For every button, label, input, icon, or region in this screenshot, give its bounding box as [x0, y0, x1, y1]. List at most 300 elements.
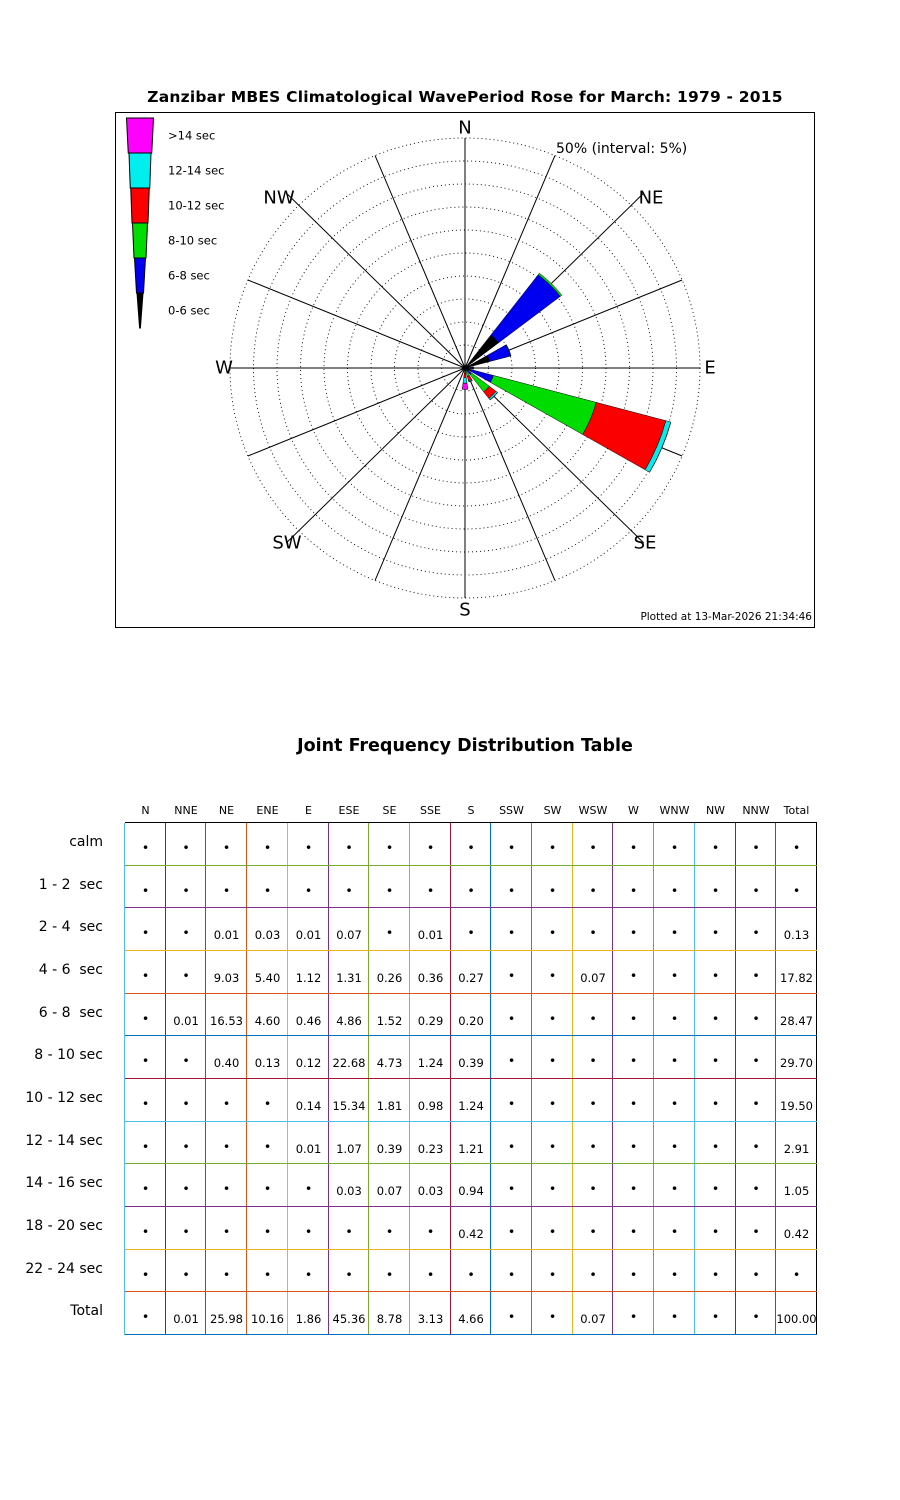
table-cell: 0.94: [458, 1184, 484, 1198]
table-cell: 4.73: [376, 1056, 403, 1070]
table-cell: •: [548, 968, 557, 983]
polar-spoke: [375, 368, 465, 580]
table-cell: 2.91: [783, 1142, 810, 1156]
table-cell: •: [385, 1267, 394, 1282]
table-cell: 0.03: [417, 1184, 444, 1198]
table-cell: 0.01: [295, 1142, 322, 1156]
table-cell: •: [711, 883, 720, 898]
legend-swatch-4: [135, 258, 146, 293]
table-cell: •: [426, 883, 435, 898]
table-cell: 0.40: [213, 1056, 240, 1070]
col-header-ssw: SSW: [499, 804, 524, 817]
table-cell: 16.53: [210, 1014, 243, 1028]
table-cell: •: [548, 1096, 557, 1111]
table-cell: •: [507, 1053, 516, 1068]
table-cell: 0.07: [580, 971, 606, 985]
legend-label-5: 0-6 sec: [168, 303, 210, 318]
table-cell: •: [141, 883, 150, 898]
table-cell: 25.98: [210, 1312, 243, 1326]
table-cell: 0.07: [336, 928, 362, 942]
table-cell: •: [711, 1053, 720, 1068]
polar-spoke: [248, 280, 465, 368]
table-cell: •: [629, 1224, 638, 1239]
table-cell: 0.42: [458, 1227, 484, 1241]
table-cell: •: [507, 1096, 516, 1111]
table-cell: •: [711, 1011, 720, 1026]
grid-line-h: [125, 1121, 817, 1122]
table-cell: •: [426, 1267, 435, 1282]
table-cell: •: [629, 1053, 638, 1068]
table-cell: 1.24: [417, 1056, 444, 1070]
table-cell: •: [548, 840, 557, 855]
table-cell: •: [711, 1224, 720, 1239]
table-cell: •: [548, 883, 557, 898]
col-header-nnw: NNW: [742, 804, 770, 817]
table-cell: •: [548, 1309, 557, 1324]
table-cell: 0.01: [173, 1312, 199, 1326]
table-cell: 0.03: [336, 1184, 362, 1198]
table-cell: •: [548, 1224, 557, 1239]
table-cell: •: [752, 1267, 760, 1282]
table-cell: •: [507, 1011, 516, 1026]
table-cell: •: [670, 1181, 679, 1196]
table-cell: 28.47: [780, 1014, 813, 1028]
table-cell: •: [507, 1267, 516, 1282]
table-cell: •: [345, 1224, 353, 1239]
table-cell: •: [141, 1224, 150, 1239]
grid-line-v: [205, 823, 206, 1335]
table-cell: 0.01: [173, 1014, 199, 1028]
row-label-12---14-sec: 12 - 14 sec: [25, 1133, 103, 1149]
table-cell: 1.12: [295, 971, 322, 985]
table-cell: 0.42: [783, 1227, 810, 1241]
table-cell: •: [752, 968, 760, 983]
table-cell: •: [141, 1309, 150, 1324]
table-cell: •: [589, 1096, 597, 1111]
row-label-6---8-sec: 6 - 8 sec: [38, 1005, 103, 1021]
table-cell: 8.78: [376, 1312, 403, 1326]
rose-title: Zanzibar MBES Climatological WavePeriod Rose for March: 1979 - 2015: [147, 88, 783, 106]
table-cell: •: [385, 1224, 394, 1239]
grid-line-h: [125, 1163, 817, 1164]
table-cell: •: [426, 1224, 435, 1239]
polar-spoke: [465, 156, 555, 368]
legend-swatch-0: [127, 118, 154, 153]
row-label-18---20-sec: 18 - 20 sec: [25, 1218, 103, 1234]
compass-label-ne: NE: [638, 187, 664, 209]
table-cell: 1.24: [458, 1099, 484, 1113]
legend-swatch-2: [131, 188, 150, 223]
compass-label-w: W: [215, 357, 233, 379]
table-cell: 1.05: [783, 1184, 810, 1198]
compass-label-nw: NW: [263, 187, 295, 209]
table-cell: 0.39: [458, 1056, 484, 1070]
rose-wedge-ese: [490, 375, 596, 434]
table-cell: 15.34: [332, 1099, 366, 1113]
table-cell: •: [711, 925, 720, 940]
table-cell: •: [629, 883, 638, 898]
table-cell: •: [141, 1096, 150, 1111]
table-cell: •: [629, 1096, 638, 1111]
row-label-calm: calm: [69, 834, 103, 850]
table-cell: •: [263, 1139, 272, 1154]
table-cell: 1.52: [376, 1014, 403, 1028]
table-cell: 100.00: [776, 1312, 817, 1326]
legend: [127, 118, 225, 328]
table-cell: •: [141, 1139, 150, 1154]
table-cell: 0.13: [783, 928, 810, 942]
table-cell: •: [263, 883, 272, 898]
table-cell: •: [752, 883, 760, 898]
table-cell: 0.20: [458, 1014, 484, 1028]
col-header-e: E: [305, 804, 312, 817]
col-header-s: S: [467, 804, 475, 817]
grid-line-v: [531, 823, 532, 1335]
table-cell: •: [467, 925, 475, 940]
table-cell: •: [263, 1267, 272, 1282]
table-cell: •: [752, 1139, 760, 1154]
table-cell: •: [752, 1181, 760, 1196]
table-cell: •: [263, 840, 272, 855]
table-cell: •: [507, 840, 516, 855]
table-cell: •: [467, 1267, 475, 1282]
grid-line-h: [125, 1334, 817, 1335]
col-header-total: Total: [783, 804, 810, 817]
table-cell: •: [629, 1267, 638, 1282]
legend-label-0: >14 sec: [168, 128, 216, 143]
table-cell: •: [589, 1224, 597, 1239]
compass-label-s: S: [459, 599, 471, 621]
table-cell: •: [711, 968, 720, 983]
table-cell: 0.13: [254, 1056, 281, 1070]
table-cell: •: [792, 840, 801, 855]
compass-label-se: SE: [633, 532, 657, 554]
grid-line-v: [775, 823, 776, 1335]
table-cell: •: [752, 925, 760, 940]
row-label-2---4-sec: 2 - 4 sec: [38, 919, 103, 935]
grid-line-v: [246, 823, 247, 1335]
table-cell: •: [141, 1267, 150, 1282]
table-cell: •: [345, 840, 353, 855]
grid-line-v: [816, 823, 817, 1335]
table-cell: •: [141, 925, 150, 940]
grid-line-v: [612, 823, 613, 1335]
table-heading: Joint Frequency Distribution Table: [297, 736, 633, 756]
table-cell: 0.39: [376, 1142, 403, 1156]
table-cell: •: [182, 883, 190, 898]
legend-label-1: 12-14 sec: [168, 163, 225, 178]
table-cell: 0.36: [417, 971, 444, 985]
table-cell: •: [345, 1267, 353, 1282]
table-cell: •: [670, 840, 679, 855]
table-cell: 4.66: [458, 1312, 484, 1326]
table-cell: 0.46: [295, 1014, 322, 1028]
table-cell: •: [507, 1139, 516, 1154]
table-cell: 0.23: [417, 1142, 444, 1156]
col-header-sw: SW: [543, 804, 562, 817]
table-cell: •: [711, 1309, 720, 1324]
grid-line-h: [125, 1206, 817, 1207]
table-cell: •: [589, 840, 597, 855]
table-cell: •: [670, 1139, 679, 1154]
grid-line-v: [165, 823, 166, 1335]
table-cell: •: [752, 840, 760, 855]
table-cell: •: [670, 1053, 679, 1068]
row-label-14---16-sec: 14 - 16 sec: [25, 1175, 103, 1191]
polar-spoke: [286, 193, 465, 368]
table-cell: 0.27: [458, 971, 484, 985]
table-cell: 19.50: [780, 1099, 813, 1113]
table-cell: •: [182, 1139, 190, 1154]
col-header-se: SE: [382, 804, 397, 817]
grid-line-h: [125, 993, 817, 994]
table-cell: 0.03: [254, 928, 281, 942]
table-cell: •: [589, 1139, 597, 1154]
table-cell: •: [629, 1011, 638, 1026]
table-cell: 0.12: [295, 1056, 322, 1070]
table-cell: 5.40: [254, 971, 281, 985]
table-cell: •: [752, 1053, 760, 1068]
table-cell: 0.07: [376, 1184, 403, 1198]
table-cell: •: [182, 1224, 190, 1239]
table-cell: •: [629, 925, 638, 940]
compass-label-e: E: [704, 357, 716, 379]
table-cell: •: [507, 1309, 516, 1324]
grid-line-h: [125, 1249, 817, 1250]
table-cell: •: [222, 1096, 231, 1111]
grid-line-h: [125, 1291, 817, 1292]
table-cell: •: [548, 1011, 557, 1026]
table-cell: •: [548, 1267, 557, 1282]
col-header-nne: NNE: [174, 804, 198, 817]
table-cell: 1.21: [458, 1142, 484, 1156]
col-header-nw: NW: [705, 804, 726, 817]
grid-line-v: [450, 823, 451, 1335]
grid-line-v: [409, 823, 410, 1335]
compass-label-sw: SW: [272, 532, 302, 554]
table-cell: •: [385, 925, 394, 940]
rose-wedge-s: [463, 378, 467, 384]
legend-label-2: 10-12 sec: [168, 198, 225, 213]
table-cell: 0.01: [417, 928, 444, 942]
table-cell: •: [670, 968, 679, 983]
table-cell: •: [670, 925, 679, 940]
row-label-total: Total: [70, 1303, 103, 1319]
table-cell: •: [548, 925, 557, 940]
table-cell: •: [467, 883, 475, 898]
table-cell: •: [222, 1181, 231, 1196]
grid-line-h: [125, 907, 817, 908]
col-header-ene: ENE: [256, 804, 279, 817]
table-cell: •: [182, 968, 190, 983]
table-cell: 3.13: [417, 1312, 444, 1326]
col-header-wnw: WNW: [659, 804, 690, 817]
table-cell: •: [222, 883, 231, 898]
grid-line-h: [125, 865, 817, 866]
table-cell: •: [589, 1053, 597, 1068]
row-label-8---10-sec: 8 - 10 sec: [34, 1047, 103, 1063]
table-cell: •: [385, 840, 394, 855]
grid-line-v: [653, 823, 654, 1335]
table-cell: 45.36: [332, 1312, 366, 1326]
table-cell: 0.07: [580, 1312, 606, 1326]
rose-wedge-s: [462, 383, 468, 389]
col-header-ne: NE: [218, 804, 235, 817]
table-cell: •: [629, 1309, 638, 1324]
table-cell: •: [182, 925, 190, 940]
table-cell: •: [507, 883, 516, 898]
table-cell: •: [792, 883, 801, 898]
table-cell: •: [141, 1181, 150, 1196]
col-header-n: N: [141, 804, 150, 817]
table-cell: •: [548, 1181, 557, 1196]
table-cell: •: [467, 840, 475, 855]
row-label-22---24-sec: 22 - 24 sec: [25, 1261, 103, 1277]
table-cell: •: [670, 1011, 679, 1026]
table-cell: 1.07: [336, 1142, 362, 1156]
table-cell: 0.01: [295, 928, 322, 942]
polar-spoke: [375, 156, 465, 368]
table-cell: •: [263, 1224, 272, 1239]
table-cell: •: [589, 1011, 597, 1026]
table-cell: •: [182, 1053, 190, 1068]
table-cell: 0.29: [417, 1014, 444, 1028]
table-cell: •: [711, 1096, 720, 1111]
table-cell: •: [752, 1011, 760, 1026]
table-cell: 4.86: [336, 1014, 362, 1028]
legend-label-3: 8-10 sec: [168, 233, 218, 248]
table-cell: 0.01: [213, 928, 240, 942]
table-cell: •: [589, 1267, 597, 1282]
grid-line-v: [694, 823, 695, 1335]
col-header-ese: ESE: [338, 804, 360, 817]
table-cell: 4.60: [254, 1014, 281, 1028]
table-cell: 22.68: [332, 1056, 366, 1070]
legend-label-4: 6-8 sec: [168, 268, 210, 283]
table-cell: •: [182, 1267, 190, 1282]
polar-spoke: [248, 368, 465, 456]
row-label-1---2-sec: 1 - 2 sec: [38, 877, 103, 893]
scale-annotation: 50% (interval: 5%): [556, 141, 688, 157]
table-cell: •: [589, 925, 597, 940]
grid-line-v: [735, 823, 736, 1335]
table-cell: 17.82: [780, 971, 813, 985]
table-cell: •: [182, 1096, 190, 1111]
grid-line-v: [328, 823, 329, 1335]
table-cell: •: [345, 883, 353, 898]
table-cell: •: [141, 1011, 150, 1026]
table-cell: 1.81: [376, 1099, 403, 1113]
table-cell: 1.31: [336, 971, 362, 985]
table-cell: •: [711, 1267, 720, 1282]
table-cell: 29.70: [780, 1056, 813, 1070]
table-cell: •: [548, 1139, 557, 1154]
table-cell: •: [711, 840, 720, 855]
row-label-10---12-sec: 10 - 12 sec: [25, 1090, 103, 1106]
legend-swatch-3: [133, 223, 148, 258]
table-cell: •: [263, 1181, 272, 1196]
table-cell: •: [222, 1139, 231, 1154]
rose-plot-box: [115, 112, 815, 628]
table-cell: •: [629, 1139, 638, 1154]
table-cell: •: [182, 840, 190, 855]
polar-spoke: [286, 368, 465, 543]
table-cell: •: [711, 1139, 720, 1154]
rose-wedge-e: [470, 367, 472, 369]
table-cell: 0.98: [417, 1099, 444, 1113]
table-cell: •: [589, 1181, 597, 1196]
table-cell: •: [304, 1224, 313, 1239]
table-cell: •: [141, 968, 150, 983]
table-cell: •: [589, 883, 597, 898]
grid-line-h: [125, 822, 817, 823]
table-cell: •: [711, 1181, 720, 1196]
plot-timestamp: Plotted at 13-Mar-2026 21:34:46: [640, 611, 812, 623]
table-cell: 1.86: [295, 1312, 322, 1326]
table-cell: •: [304, 1267, 313, 1282]
grid-line-v: [124, 823, 125, 1335]
grid-line-v: [572, 823, 573, 1335]
grid-line-v: [287, 823, 288, 1335]
table-cell: •: [507, 925, 516, 940]
table-cell: •: [222, 840, 231, 855]
table-cell: •: [752, 1224, 760, 1239]
table-cell: •: [222, 1267, 231, 1282]
table-cell: •: [385, 883, 394, 898]
table-cell: •: [629, 968, 638, 983]
table-cell: 9.03: [213, 971, 240, 985]
grid-line-v: [368, 823, 369, 1335]
table-cell: •: [304, 840, 313, 855]
table-cell: •: [629, 1181, 638, 1196]
grid-line-v: [490, 823, 491, 1335]
rose-wedge-s: [464, 372, 467, 378]
table-cell: •: [222, 1224, 231, 1239]
col-header-w: W: [628, 804, 639, 817]
table-cell: •: [141, 1053, 150, 1068]
col-header-sse: SSE: [420, 804, 441, 817]
table-cell: •: [141, 840, 150, 855]
table-cell: •: [670, 1309, 679, 1324]
table-cell: 10.16: [251, 1312, 284, 1326]
table-cell: •: [304, 883, 313, 898]
table-cell: •: [670, 1224, 679, 1239]
table-cell: •: [752, 1096, 760, 1111]
table-cell: •: [670, 883, 679, 898]
col-header-wsw: WSW: [578, 804, 608, 817]
legend-swatch-1: [129, 153, 151, 188]
table-cell: •: [548, 1053, 557, 1068]
legend-swatch-5: [137, 293, 143, 328]
table-cell: •: [182, 1181, 190, 1196]
table-cell: •: [507, 1181, 516, 1196]
table-cell: 0.14: [295, 1099, 322, 1113]
table-cell: •: [670, 1096, 679, 1111]
row-label-4---6-sec: 4 - 6 sec: [38, 962, 103, 978]
grid-line-h: [125, 1035, 817, 1036]
table-cell: •: [426, 840, 435, 855]
compass-label-n: N: [458, 117, 472, 139]
table-cell: •: [507, 968, 516, 983]
table-cell: •: [629, 840, 638, 855]
grid-line-h: [125, 950, 817, 951]
grid-line-h: [125, 1078, 817, 1079]
table-cell: •: [792, 1267, 801, 1282]
table-cell: •: [670, 1267, 679, 1282]
table-cell: •: [507, 1224, 516, 1239]
table-cell: 0.26: [376, 971, 403, 985]
table-cell: •: [263, 1096, 272, 1111]
